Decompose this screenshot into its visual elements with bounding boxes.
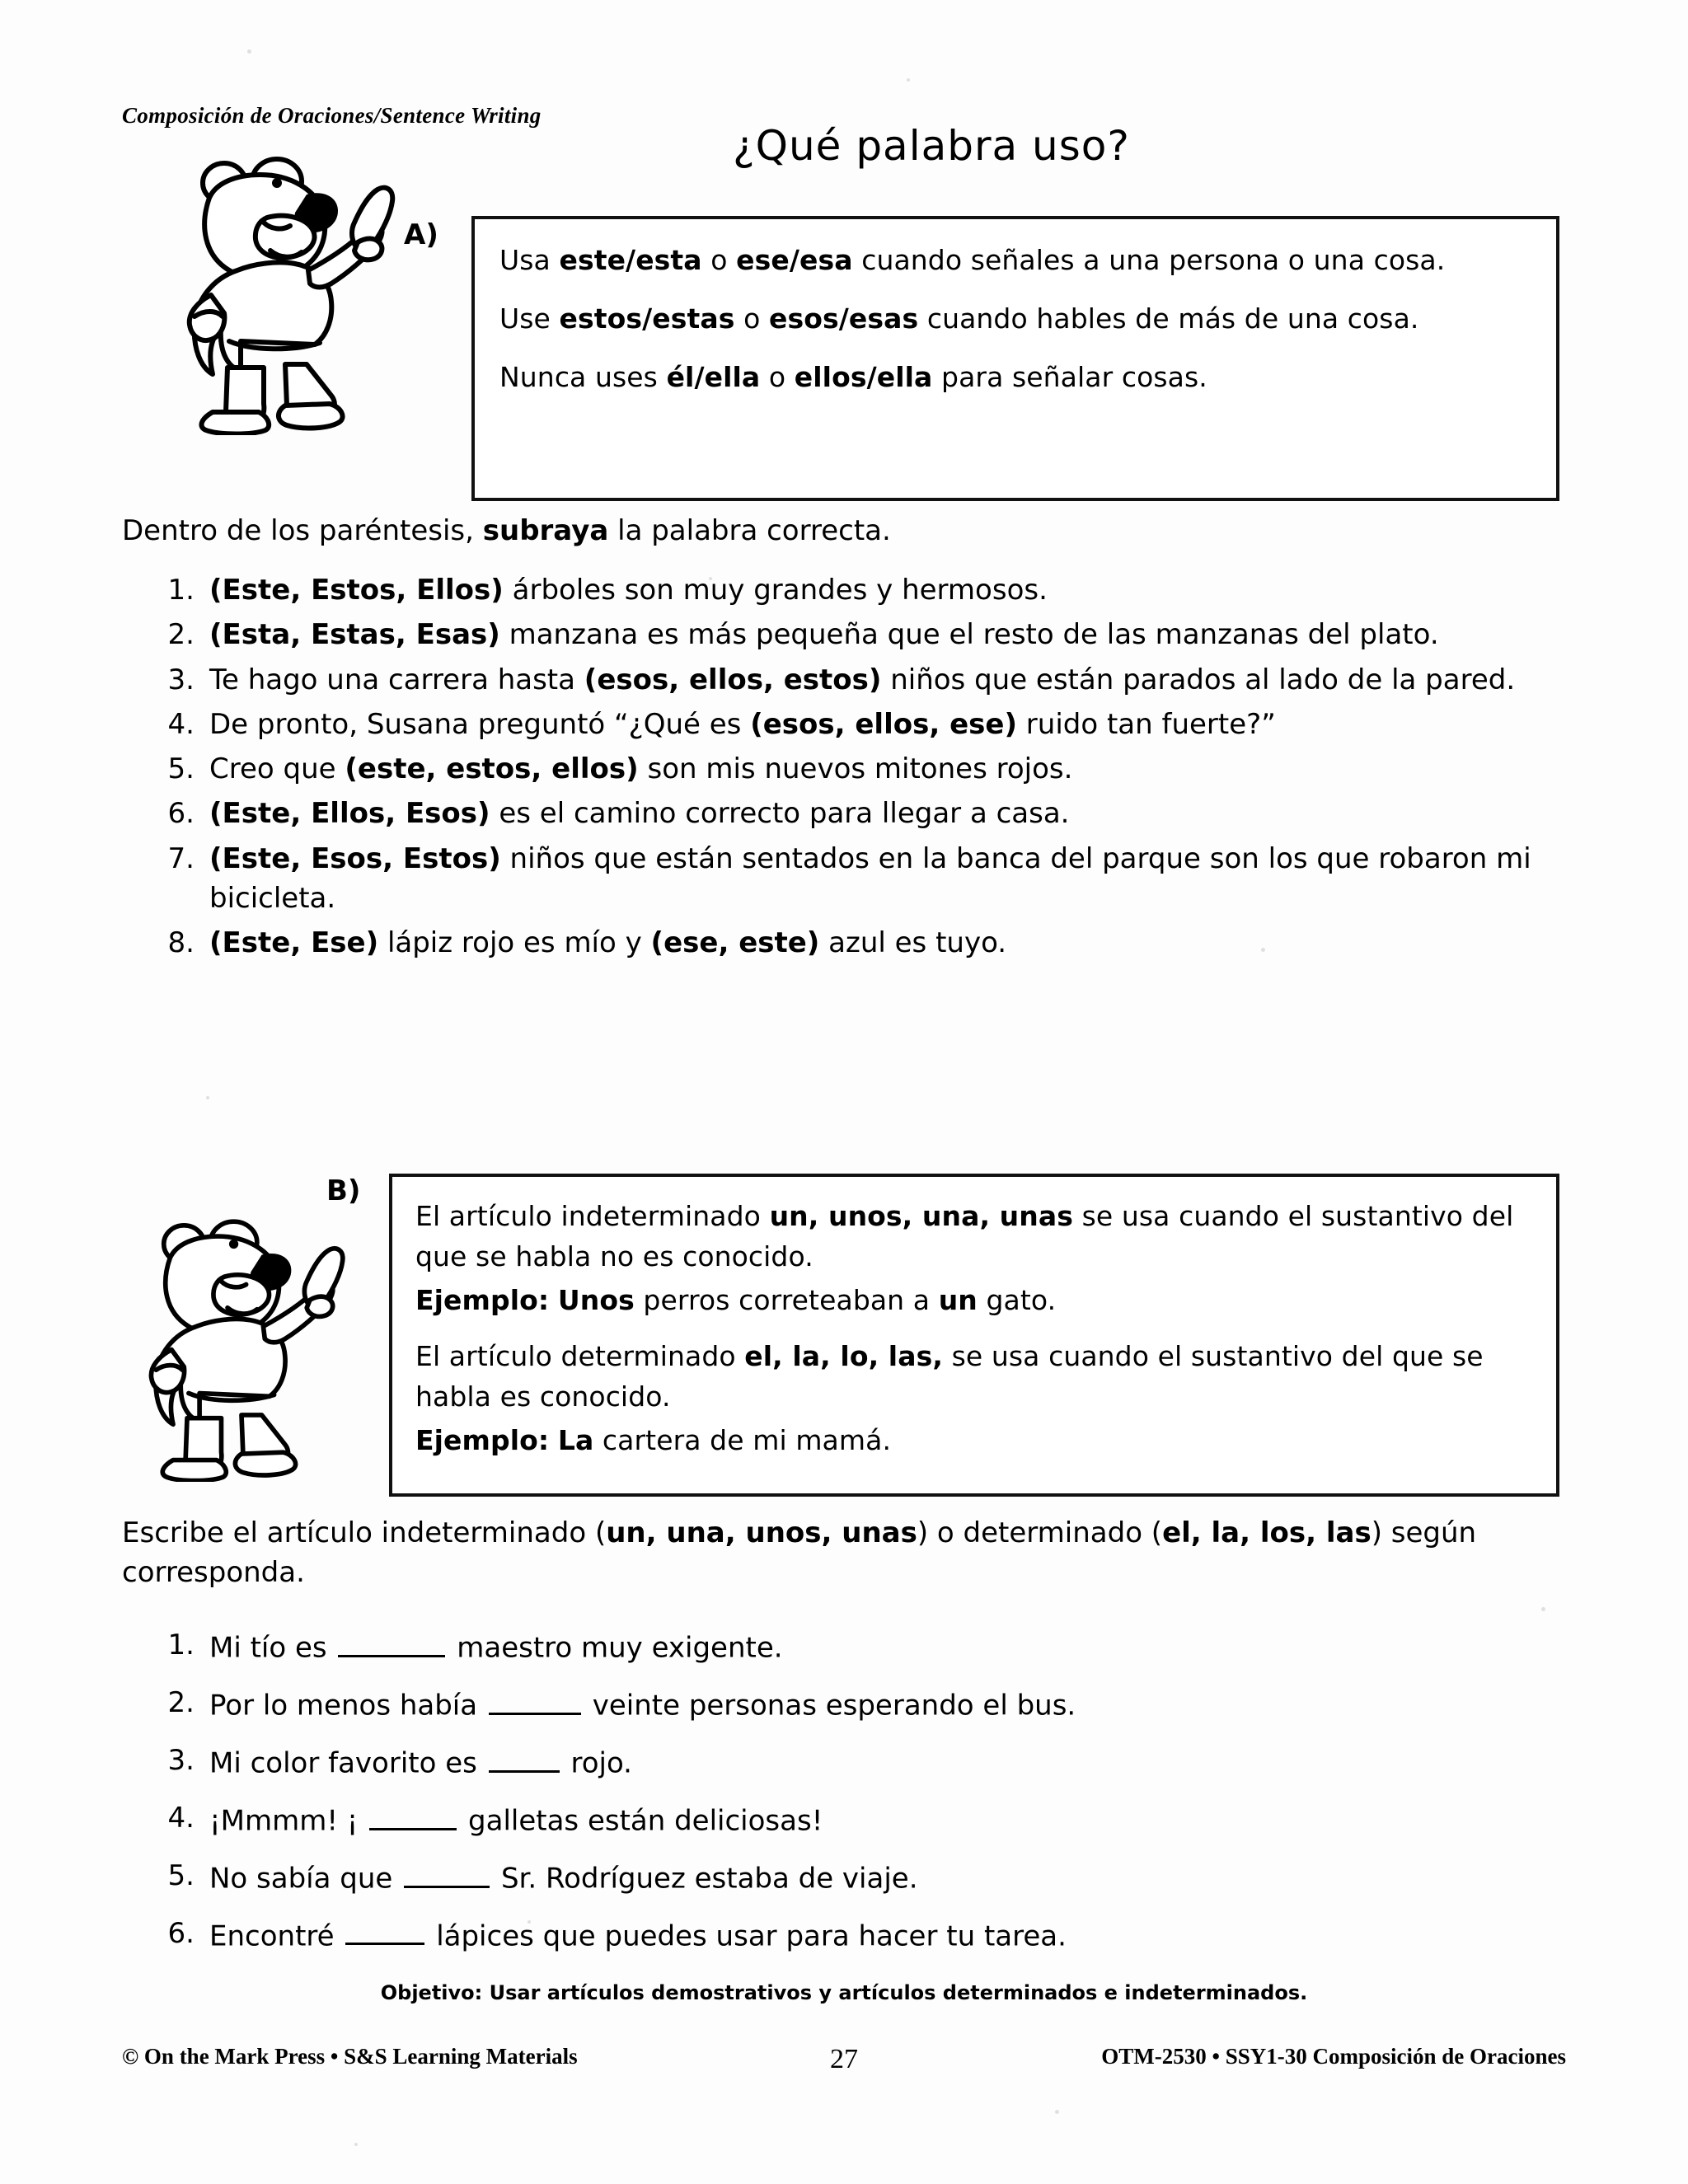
speckle <box>1055 2110 1059 2114</box>
footer-product-code: OTM-2530 • SSY1-30 Composición de Oraciones <box>1101 2044 1566 2069</box>
item-text: (Esta, Estas, Esas) manzana es más pequeña que el resto de las manzanas del plato. <box>209 618 1439 652</box>
list-item <box>157 1856 1541 1899</box>
speckle <box>206 1096 209 1099</box>
objective-line: Objetivo: Usar artículos demostrativos y artículos determinados e indeterminados. <box>380 1981 1308 2004</box>
list-item <box>157 923 1541 963</box>
item-number: 4. <box>167 1801 195 1835</box>
item-number: 5. <box>167 1858 195 1892</box>
item-text-after: Sr. Rodríguez estaba de viaje. <box>500 1862 918 1896</box>
question-list-b <box>157 1625 1541 1971</box>
list-item <box>157 570 1541 610</box>
item-text: Creo que (este, estos, ellos) son mis nuevos mitones rojos. <box>209 752 1073 786</box>
item-text: Te hago una carrera hasta (esos, ellos, estos) niños que están parados al lado de la pared. <box>209 663 1516 696</box>
instruction-a: Dentro de los paréntesis, subraya la palabra correcta. <box>122 514 891 547</box>
rule-a-3: Nunca uses él/ella o ellos/ella para señalar cosas. <box>499 360 1207 393</box>
rule-box-a <box>471 216 1559 501</box>
rule-a-2: Use estos/estas o esos/esas cuando hables de más de una cosa. <box>499 302 1419 335</box>
section-a-label: A) <box>404 218 438 251</box>
item-number: 5. <box>167 752 195 786</box>
item-text-before: Por lo menos había <box>209 1689 478 1722</box>
rule-b-example-1: Ejemplo: Unos perros correteaban a un gato. <box>415 1283 1057 1316</box>
rule-a-1: Usa este/esta o ese/esa cuando señales a una persona o una cosa. <box>499 244 1446 276</box>
item-text-after: maestro muy exigente. <box>457 1631 783 1665</box>
rule-b-2: El artículo determinado el, la, lo, las, se usa cuando el sustantivo del que se habla es conocido. <box>415 1340 1484 1413</box>
list-item <box>157 660 1541 700</box>
item-text: (Este, Ellos, Esos) es el camino correcto para llegar a casa. <box>209 797 1070 831</box>
answer-blank[interactable] <box>489 1683 581 1715</box>
instruction-b: Escribe el artículo indeterminado (un, una, unos, unas) o determinado (el, la, los, las) según corresponda. <box>122 1516 1477 1590</box>
item-number: 1. <box>167 1629 195 1661</box>
item-text-before: ¡Mmmm! ¡ <box>209 1804 359 1838</box>
list-item <box>157 1741 1541 1783</box>
item-text: (Este, Ese) lápiz rojo es mío y (ese, este) azul es tuyo. <box>209 926 1007 960</box>
answer-blank[interactable] <box>345 1914 424 1946</box>
bear-pointing-icon <box>122 1210 361 1482</box>
breadcrumb: Composición de Oraciones/Sentence Writing <box>122 103 542 128</box>
answer-blank[interactable] <box>369 1798 457 1830</box>
list-item <box>157 749 1541 789</box>
item-text-before: Mi color favorito es <box>209 1746 477 1780</box>
item-number: 7. <box>167 841 195 875</box>
item-text: (Este, Estos, Ellos) árboles son muy grandes y hermosos. <box>209 574 1048 607</box>
item-text-before: Mi tío es <box>209 1631 327 1665</box>
item-number: 6. <box>167 797 195 831</box>
item-text-after: rojo. <box>570 1746 632 1780</box>
item-number: 6. <box>167 1916 195 1950</box>
list-item <box>157 705 1541 744</box>
item-number: 2. <box>167 618 195 652</box>
item-text: (Este, Esos, Estos) niños que están sentados en la banca del parque son los que robaron mi bicicleta. <box>209 841 1531 915</box>
item-number: 3. <box>167 663 195 696</box>
answer-blank[interactable] <box>338 1625 445 1657</box>
answer-blank[interactable] <box>489 1741 560 1773</box>
speckle <box>247 49 251 54</box>
item-number: 2. <box>167 1685 195 1719</box>
bear-pointing-icon <box>162 147 409 435</box>
item-text-after: veinte personas esperando el bus. <box>592 1689 1076 1722</box>
speckle <box>1541 1607 1545 1611</box>
speckle <box>354 2143 358 2146</box>
footer-copyright: © On the Mark Press • S&S Learning Materials <box>122 2044 578 2069</box>
rule-box-b <box>389 1174 1559 1497</box>
list-item <box>157 1798 1541 1841</box>
page-number: 27 <box>830 2044 858 2074</box>
speckle <box>907 78 910 82</box>
item-number: 8. <box>167 926 195 960</box>
list-item <box>157 1683 1541 1726</box>
answer-blank[interactable] <box>404 1856 490 1888</box>
page-title: ¿Qué palabra uso? <box>733 122 1130 170</box>
list-item <box>157 794 1541 833</box>
item-number: 1. <box>167 574 195 607</box>
question-list-a <box>157 570 1541 968</box>
item-text-before: No sabía que <box>209 1862 393 1896</box>
rule-b-example-2: Ejemplo: La cartera de mi mamá. <box>415 1424 892 1457</box>
item-text-after: lápices que puedes usar para hacer tu tarea. <box>436 1919 1067 1953</box>
item-number: 3. <box>167 1743 195 1777</box>
list-item <box>157 839 1541 919</box>
list-item <box>157 1914 1541 1957</box>
rule-b-1: El artículo indeterminado un, unos, una, unas se usa cuando el sustantivo del que se habla no es conocido. <box>415 1200 1514 1272</box>
section-b-label: B) <box>326 1174 361 1207</box>
list-item <box>157 1625 1541 1668</box>
item-text-after: galletas están deliciosas! <box>468 1804 823 1838</box>
item-text: De pronto, Susana preguntó “¿Qué es (esos, ellos, ese) ruido tan fuerte?” <box>209 707 1276 741</box>
item-text-before: Encontré <box>209 1919 335 1953</box>
list-item <box>157 615 1541 654</box>
item-number: 4. <box>167 707 195 741</box>
